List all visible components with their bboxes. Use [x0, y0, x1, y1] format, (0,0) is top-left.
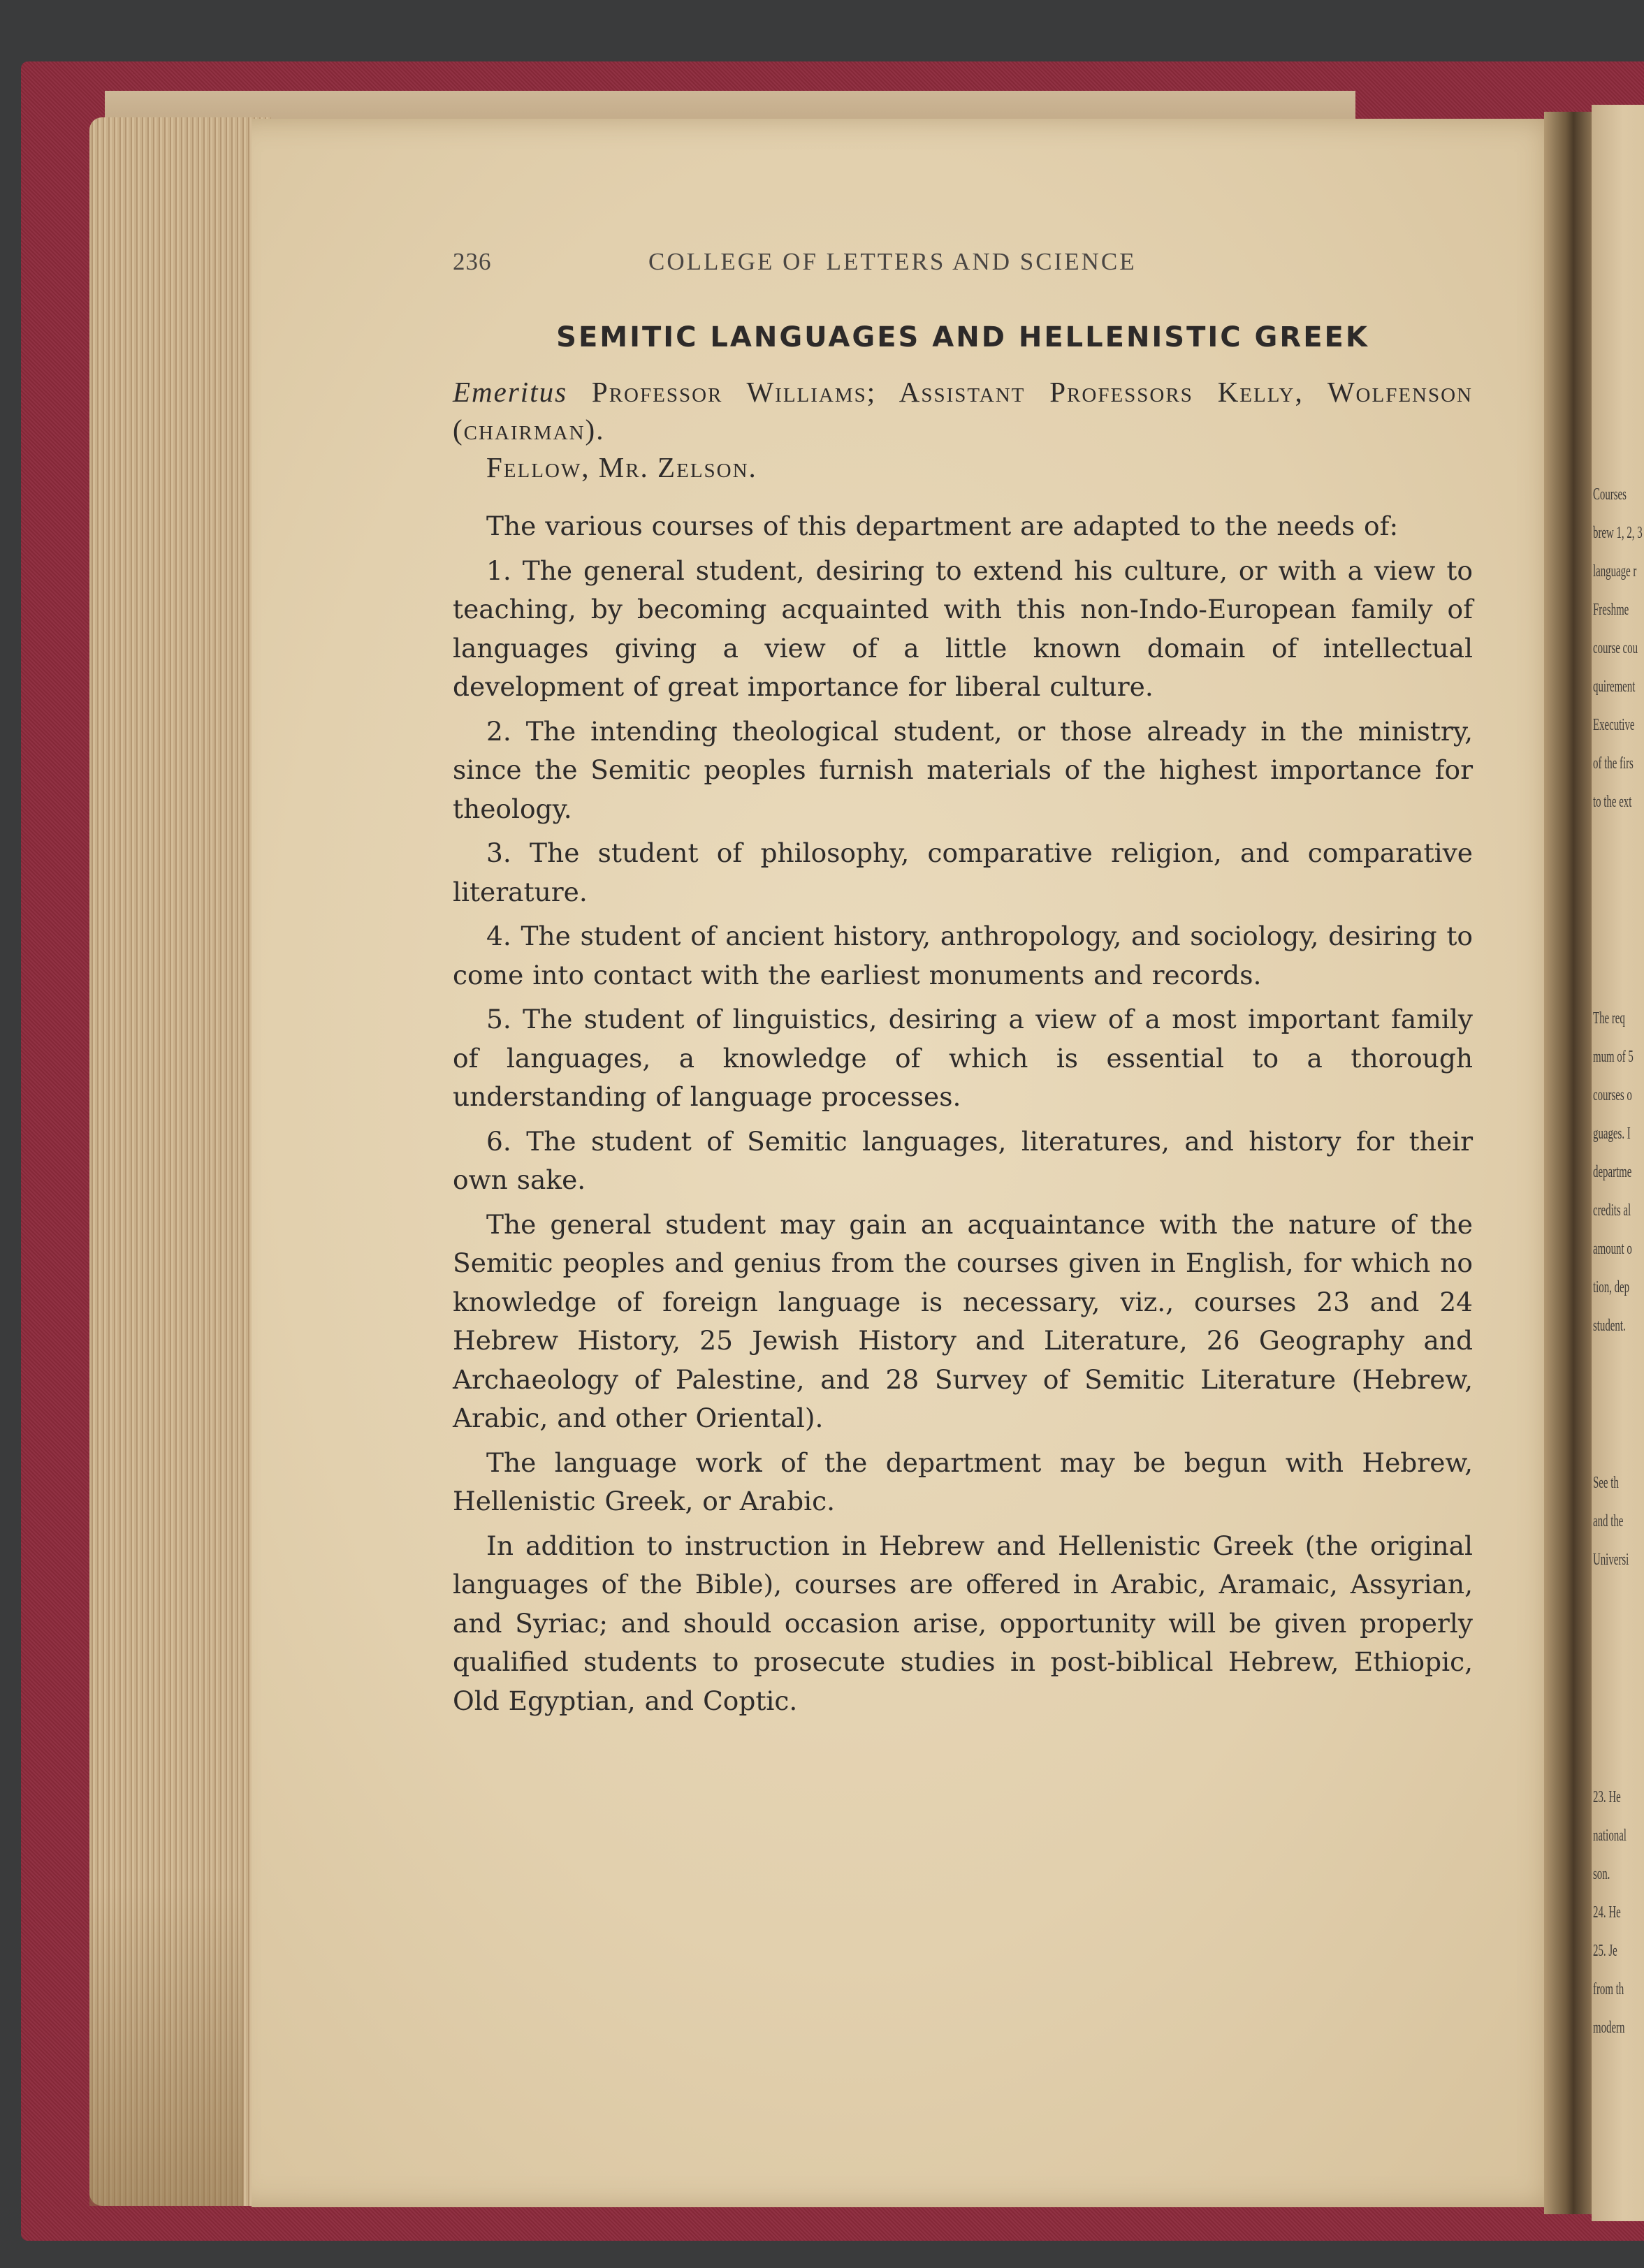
paragraph: 3. The student of philosophy, comparative religion, and comparative literature. — [453, 837, 1473, 907]
paragraph: The general student may gain an acquaintance with the nature of the Semitic peoples and genius from the courses given in English, for which no knowledge of foreign language is necessary, viz., courses 23 and 24 Hebrew History, 25 Jewish History and Literature, 26 Geography and Archaeology of Palestine, and 28 Survey of Semitic Literature (Hebrew, Arabic, and other Oriental). — [453, 1208, 1473, 1433]
facing-page-fragment: Courses — [1593, 485, 1627, 504]
facing-page-fragment: departme — [1593, 1163, 1632, 1181]
facing-page-fragment: mum of 5 — [1593, 1048, 1634, 1066]
facing-page-fragment: 24. He — [1593, 1903, 1621, 1922]
facing-page-fragment: guages. I — [1593, 1125, 1631, 1143]
facing-page-fragment: 25. Je — [1593, 1942, 1617, 1960]
faculty-names: Professor Williams; Assistant Professors Kelly, Wolfenson (chairman). — [453, 376, 1473, 446]
faculty-list — [453, 373, 1473, 448]
facing-page-fragment: to the ext — [1593, 793, 1632, 811]
paragraph: The language work of the department may be begun with Hebrew, Hellenistic Greek, or Arabic. — [453, 1447, 1473, 1516]
facing-page-fragment: courses o — [1593, 1086, 1632, 1104]
page-number: 236 — [453, 248, 492, 275]
facing-page-fragment: language r — [1593, 562, 1637, 580]
facing-page-fragment: 23. He — [1593, 1788, 1621, 1806]
paragraph: The various courses of this department are adapted to the needs of: — [486, 511, 1399, 541]
facing-page-fragment: from th — [1593, 1980, 1624, 1998]
paragraph: 4. The student of ancient history, anthropology, and sociology, desiring to come into contact with the earliest monuments and records. — [453, 921, 1473, 990]
facing-page-fragment: credits al — [1593, 1201, 1631, 1220]
facing-page-fragment: Executive — [1593, 716, 1635, 734]
facing-page-fragment: Universi — [1593, 1551, 1629, 1569]
running-title: COLLEGE OF LETTERS AND SCIENCE — [648, 248, 1137, 275]
paragraph: 2. The intending theological student, or those already in the ministry, since the Semitic peoples furnish materials of the highest importance for theology. — [453, 715, 1473, 824]
page-content — [453, 248, 1473, 1726]
fellow-line: Fellow, Mr. Zelson. — [486, 451, 757, 483]
facing-page-fragment: and the — [1593, 1512, 1624, 1530]
facing-page-fragment: The req — [1593, 1009, 1625, 1027]
page-fore-edge — [89, 117, 271, 2206]
facing-page-fragment: son. — [1593, 1865, 1610, 1883]
facing-page-fragment: amount o — [1593, 1240, 1632, 1258]
faculty-emeritus-label: Emeritus — [453, 376, 568, 408]
facing-page-fragment: modern — [1593, 2019, 1625, 2037]
book-gutter — [1544, 112, 1593, 2214]
facing-page — [1592, 105, 1644, 2221]
facing-page-fragment: brew 1, 2, 3 — [1593, 524, 1643, 542]
section-title: SEMITIC LANGUAGES AND HELLENISTIC GREEK — [556, 321, 1369, 353]
facing-page-fragment: quirement — [1593, 678, 1636, 696]
paragraph: 5. The student of linguistics, desiring a view of a most important family of languages, a knowledge of which is essential to a thorough understanding of language processes. — [453, 1004, 1473, 1112]
paragraph: In addition to instruction in Hebrew and Hellenistic Greek (the original languages of the Bible), courses are offered in Arabic, Aramaic, Assyrian, and Syriac; and should occasion arise, opportunity will be given properly qualified students to prosecute studies in post-biblical Hebrew, Ethiopic, Old Egyptian, and Coptic. — [453, 1530, 1473, 1716]
running-header — [453, 248, 1473, 283]
facing-page-fragment: of the firs — [1593, 754, 1634, 773]
facing-page-fragment: See th — [1593, 1474, 1619, 1492]
facing-page-fragment: student. — [1593, 1317, 1626, 1335]
facing-page-fragment: national — [1593, 1827, 1627, 1845]
facing-page-fragment: course cou — [1593, 639, 1638, 657]
facing-page-fragment: tion, dep — [1593, 1278, 1630, 1296]
facing-page-fragment: Freshme — [1593, 601, 1629, 619]
paragraph: 1. The general student, desiring to extend his culture, or with a view to teaching, by becoming acquainted with this non-Indo-European family of languages giving a view of a little known domain of intellectual development of great importance for liberal culture. — [453, 555, 1473, 702]
paragraph: 6. The student of Semitic languages, literatures, and history for their own sake. — [453, 1125, 1473, 1195]
body-text — [453, 507, 1473, 1720]
